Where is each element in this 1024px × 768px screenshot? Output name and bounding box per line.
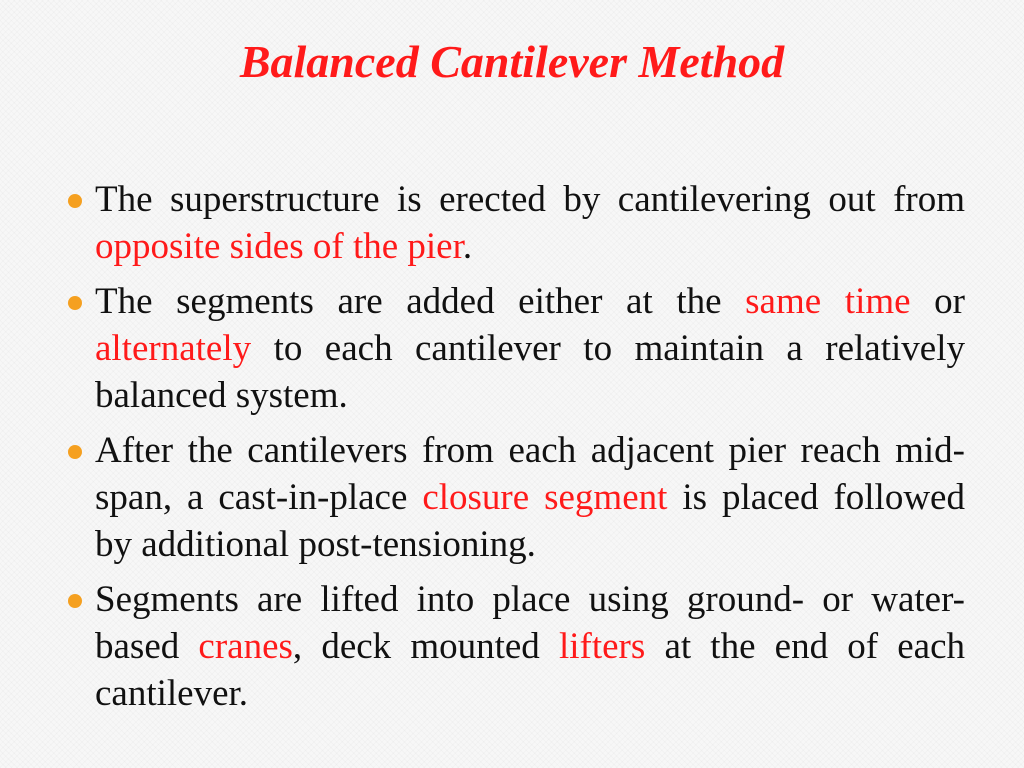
slide-title: Balanced Cantilever Method xyxy=(239,36,785,87)
bullet-text: . xyxy=(462,226,473,267)
bullet-dot-icon xyxy=(68,296,82,310)
bullet-text: or xyxy=(910,281,965,322)
bullet-text: The superstructure is erected by cantilevering out from xyxy=(95,179,965,220)
bullet-list xyxy=(95,176,965,725)
bullet-item xyxy=(95,176,965,270)
bullet-text: , deck mounted xyxy=(292,626,559,667)
highlight-text: alternately xyxy=(95,328,252,369)
bullet-item xyxy=(95,278,965,419)
highlight-text: closure segment xyxy=(422,477,668,518)
highlight-text: lifters xyxy=(558,626,646,667)
bullet-text: to each cantilever to maintain a relatively balanced system. xyxy=(95,328,965,416)
bullet-dot-icon xyxy=(68,594,82,608)
highlight-text: opposite sides of the pier xyxy=(95,226,463,267)
bullet-dot-icon xyxy=(68,445,82,459)
bullet-text: Segments are lifted into place using ground- or water-based xyxy=(95,579,965,667)
bullet-text: is placed followed by additional post-tensioning. xyxy=(95,477,965,565)
bullet-text: After the cantilevers from each adjacent pier reach mid-span, a cast-in-place xyxy=(95,430,965,518)
bullet-text: The segments are added either at the xyxy=(95,281,746,322)
bullet-text: at the end of each cantilever. xyxy=(95,626,965,714)
highlight-text: cranes xyxy=(198,626,293,667)
highlight-text: same time xyxy=(745,281,911,322)
bullet-item xyxy=(95,427,965,568)
bullet-dot-icon xyxy=(68,194,82,208)
bullet-item xyxy=(95,576,965,717)
